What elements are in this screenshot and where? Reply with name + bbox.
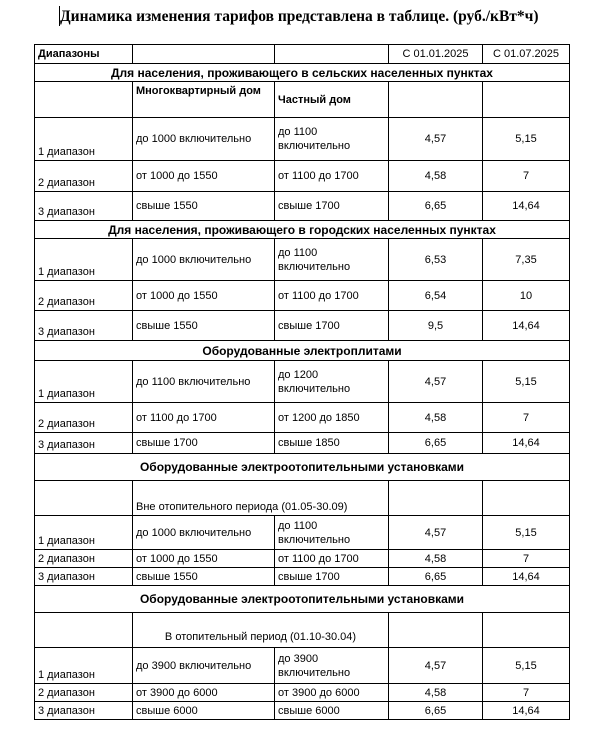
- table-row: [35, 433, 570, 454]
- tariff-value-2: 5,15: [483, 516, 570, 550]
- table-row: [35, 161, 570, 192]
- tariff-value-2: 7: [483, 403, 570, 433]
- apartment-range: от 1000 до 1550: [133, 550, 275, 568]
- table-header-row: [35, 45, 570, 64]
- range-label: 2 диапазон: [35, 550, 133, 568]
- range-label: 2 диапазон: [35, 403, 133, 433]
- tariff-value-2: 7: [483, 684, 570, 702]
- section-row: [35, 64, 570, 82]
- table-row: [35, 550, 570, 568]
- tariff-value-2: 5,15: [483, 118, 570, 161]
- section-title-heating-off-season: Оборудованные электроотопительными установками: [35, 454, 570, 481]
- tariff-value-1: 6,65: [389, 433, 483, 454]
- private-range: до 1200 включительно: [275, 361, 389, 403]
- section-row: [35, 341, 570, 361]
- table-row: [35, 568, 570, 586]
- header-ranges: Диапазоны: [35, 45, 133, 64]
- range-label: 3 диапазон: [35, 433, 133, 454]
- apartment-range: от 1100 до 1700: [133, 403, 275, 433]
- tariff-value-2: 7: [483, 550, 570, 568]
- range-label: 1 диапазон: [35, 648, 133, 684]
- private-range: до 1100 включительно: [275, 516, 389, 550]
- header-date-1: С 01.01.2025: [389, 45, 483, 64]
- header-date-2: С 01.07.2025: [483, 45, 570, 64]
- period-row: [35, 613, 570, 648]
- period-row: [35, 481, 570, 516]
- tariff-value-1: 4,58: [389, 684, 483, 702]
- range-label: 3 диапазон: [35, 192, 133, 221]
- private-range: до 1100 включительно: [275, 118, 389, 161]
- table-row: [35, 192, 570, 221]
- tariff-value-2: 7: [483, 161, 570, 192]
- tariff-value-1: 6,53: [389, 239, 483, 281]
- private-range: свыше 6000: [275, 702, 389, 720]
- tariff-value-1: 6,65: [389, 702, 483, 720]
- private-range: от 3900 до 6000: [275, 684, 389, 702]
- range-label: 2 диапазон: [35, 161, 133, 192]
- tariff-value-1: 4,57: [389, 648, 483, 684]
- tariff-value-1: 6,54: [389, 281, 483, 311]
- range-label: 3 диапазон: [35, 702, 133, 720]
- tariff-value-1: 4,57: [389, 118, 483, 161]
- tariff-value-2: 14,64: [483, 192, 570, 221]
- tariff-value-1: 6,65: [389, 192, 483, 221]
- range-label: 1 диапазон: [35, 361, 133, 403]
- tariff-value-1: 6,65: [389, 568, 483, 586]
- private-range: до 1100 включительно: [275, 239, 389, 281]
- tariff-value-1: 9,5: [389, 311, 483, 341]
- section-title-rural: Для населения, проживающего в сельских населенных пунктах: [35, 64, 570, 82]
- tariff-value-2: 10: [483, 281, 570, 311]
- subheader-row: [35, 82, 570, 118]
- apartment-range: до 1000 включительно: [133, 239, 275, 281]
- range-label: 3 диапазон: [35, 311, 133, 341]
- range-label: 1 диапазон: [35, 239, 133, 281]
- tariff-value-2: 14,64: [483, 311, 570, 341]
- range-label: 3 диапазон: [35, 568, 133, 586]
- subheader-apartment: Многоквартирный дом: [133, 82, 275, 118]
- private-range: от 1100 до 1700: [275, 281, 389, 311]
- apartment-range: свыше 6000: [133, 702, 275, 720]
- section-title-electric-stoves: Оборудованные электроплитами: [35, 341, 570, 361]
- apartment-range: от 3900 до 6000: [133, 684, 275, 702]
- table-row: [35, 403, 570, 433]
- private-range: свыше 1700: [275, 311, 389, 341]
- apartment-range: до 3900 включительно: [133, 648, 275, 684]
- private-range: от 1100 до 1700: [275, 161, 389, 192]
- table-row: [35, 516, 570, 550]
- range-label: 1 диапазон: [35, 118, 133, 161]
- tariff-value-1: 4,58: [389, 161, 483, 192]
- apartment-range: от 1000 до 1550: [133, 161, 275, 192]
- range-label: 2 диапазон: [35, 684, 133, 702]
- apartment-range: до 1000 включительно: [133, 118, 275, 161]
- table-row: [35, 239, 570, 281]
- tariff-value-2: 7,35: [483, 239, 570, 281]
- tariff-value-2: 14,64: [483, 702, 570, 720]
- tariff-table: [34, 44, 570, 720]
- tariff-value-2: 14,64: [483, 433, 570, 454]
- apartment-range: свыше 1550: [133, 192, 275, 221]
- tariff-value-1: 4,57: [389, 361, 483, 403]
- section-row: [35, 454, 570, 481]
- section-row: [35, 221, 570, 239]
- tariff-value-1: 4,58: [389, 550, 483, 568]
- tariff-value-2: 5,15: [483, 361, 570, 403]
- private-range: свыше 1700: [275, 192, 389, 221]
- range-label: 2 диапазон: [35, 281, 133, 311]
- apartment-range: до 1100 включительно: [133, 361, 275, 403]
- private-range: от 1200 до 1850: [275, 403, 389, 433]
- tariff-value-1: 4,58: [389, 403, 483, 433]
- period-label: Вне отопительного периода (01.05-30.09): [133, 481, 389, 516]
- private-range: от 1100 до 1700: [275, 550, 389, 568]
- section-title-heating-season: Оборудованные электроотопительными установками: [35, 586, 570, 613]
- apartment-range: свыше 1550: [133, 311, 275, 341]
- section-row: [35, 586, 570, 613]
- tariff-value-2: 5,15: [483, 648, 570, 684]
- table-row: [35, 702, 570, 720]
- table-row: [35, 648, 570, 684]
- tariff-value-2: 14,64: [483, 568, 570, 586]
- private-range: свыше 1700: [275, 568, 389, 586]
- apartment-range: от 1000 до 1550: [133, 281, 275, 311]
- subheader-private: Частный дом: [275, 82, 389, 118]
- table-row: [35, 281, 570, 311]
- apartment-range: до 1000 включительно: [133, 516, 275, 550]
- range-label: 1 диапазон: [35, 516, 133, 550]
- apartment-range: свыше 1550: [133, 568, 275, 586]
- table-row: [35, 684, 570, 702]
- private-range: свыше 1850: [275, 433, 389, 454]
- private-range: до 3900 включительно: [275, 648, 389, 684]
- page-title: Динамика изменения тарифов представлена в таблице. (руб./кВт*ч): [60, 8, 539, 25]
- apartment-range: свыше 1700: [133, 433, 275, 454]
- section-title-urban: Для населения, проживающего в городских населенных пунктах: [35, 221, 570, 239]
- table-row: [35, 361, 570, 403]
- table-row: [35, 311, 570, 341]
- period-label: В отопительный период (01.10-30.04): [133, 613, 389, 648]
- tariff-value-1: 4,57: [389, 516, 483, 550]
- table-row: [35, 118, 570, 161]
